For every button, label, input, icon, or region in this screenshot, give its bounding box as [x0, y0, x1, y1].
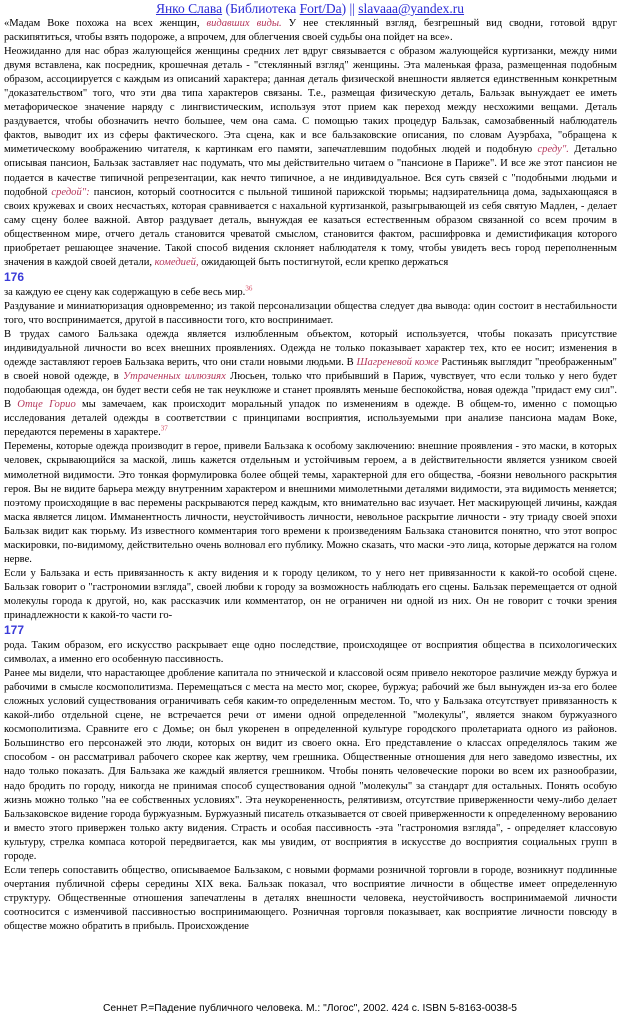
author-link[interactable]: Янко Слава [155, 1, 223, 16]
document-body [4, 17, 617, 934]
page-number-label: 176 [4, 269, 25, 284]
paragraph [4, 567, 617, 623]
text-run: Растиньяк выглядит "преображенным" в своей новой одежде, в [4, 357, 617, 383]
page-footer-citation: Сеннет Р.=Падение публичного человека. М.: "Логос", 2002. 424 с. ISBN 5-8163-0038-5 [102, 1003, 518, 1014]
italic-emphasis: Отце Горио [17, 399, 76, 411]
text-run: рода. Таким образом, его искусство раскрывает еще одно последствие, происходящее от восприятия общества в психологических символах, а именно его особенную пассивность. [4, 640, 617, 666]
fortda-link[interactable]: Fort/Da [299, 1, 342, 16]
text-run: Неожиданно для нас образ жалующейся женщины средних лет вдруг связывается с образом жалующейся куртизанки, между ними двумя вставлена, как посредник, крошечная деталь - "стеклянный взгляд" женщины. Эта маленькая фраза, размещенная подобным образом, ассоциируется с каждым из описаний характера; данная деталь физической внешности является единственным конкретным "доказательством" того, что эти два типа характеров связаны. Т.е., размещая физическую деталь, Бальзак вынуждает ее иметь метафорическое значение наряду с лингвистическим, используя этот прием как переход между несхожими вещами. Деталь раздувается, чтобы обозначить нечто большее, чем она сама. С помощью таких процедур Бальзак, самозабвенный наблюдатель фактов, выводит их из сферы фактического. Эта сцена, как и все бальзаковские описания, по словам Ауэрбаха, "обращена к миметическому воображению читателя, к картинкам его памяти, запечатлевшим подобных людей и подобную [4, 46, 617, 156]
text-run: Если теперь сопоставить общество, описываемое Бальзаком, с новыми формами розничной торговли в городе, возникнут подлинные очертания публичной сферы середины XIX века. Бальзак показал, что восприятие личности в обществе имеет определенную структуру. Общественные отношения запечатлены в деталях внешности человека, неустойчивость воспринимаемой личности соотносится с изменчивой пассивностью воспринимающего. Розничная торговля показывает, как восприятие личности повсюду в обществе можно обратить в прибыль. Происхождение [4, 864, 617, 932]
text-run: Люсьен, только что прибывший в Париж, чувствует, что если только у него будет подобающая одежда, он будет вести себя не так неуклюже и станет проявлять меньше беспокойства, новая одежда "придаст ему сил". В [4, 371, 618, 411]
italic-emphasis: средой": [51, 186, 90, 198]
text-run: пансион, который соотносится с пыльной тишиной парижской тюрьмы; надзирательница дома, задыхающаяся в своих кружевах и своих несчастьях, которая сравнивается с нахальной куртизанкой, разыгрывающей из себя святую Мадлен, - делает саму сцену более важной. Автор раздувает деталь, вынуждая ее казаться естественным образом связанной со всем прочим в общественном мире, отчего деталь становится чреватой смыслом, становится фактом, расшифровка и демистификация которого приобретает решающее значение. Такой способ видения склоняет наблюдателя к тому, чтобы увидеть весь город переполненным значения в каждой своей детали, [4, 186, 617, 268]
library-label-open: (Библиотека [222, 1, 300, 16]
library-label-close: ) || [341, 1, 359, 16]
text-run: ожидающей быть постигнутой, если крепко держаться [198, 256, 449, 268]
text-run: Раздувание и миниатюризация одновременно; из такой персонализации общества следует два вывода: один состоит в нестабильности того, что воспринимается, другой в пассивности того, кто воспринимает. [4, 300, 617, 326]
italic-emphasis: комедией, [154, 256, 199, 268]
text-run: Ранее мы видели, что нарастающее дробление капитала по этнической и классовой осям привело некоторое различие между буржуа и рабочими в смысле космополитизма. Перемещаться с места на место мог, скорее, буржуа; рабочий же был вынужден из-за его более сложных условий существования ограничивать себя каким-то определенным местом. То, что у Бальзака отсутствует привязанность к какой-либо отдельной сцене, не встречается речи от имени одной определенной "молекулы", является знаком буржуазного космополитизма. Сравните его с Домье; он был укоренен в определенной культуре городского пролетариата одного из районов. Большинство его персонажей это люди, которых он видит из своего окна. Его представление о классах определялось таким же способом - он рассматривал рабочего скорее как жертву, чем грешника. Общественные отношения для него заведомо известны, их надо только показать. Для Бальзака же каждый является грешником. Чтобы понять человеческие пороки во всем их разнообразии, надо бродить по городу, никогда не принимая способ существования одной "молекулы" за стандарт для остальных. Понять особую жизнь можно только "на ее собственных условиях". Эта неукорененность, релятивизм, отсутствие приверженности чему-либо делает Бальзаковское видение города буржуазным. Буржуазный писатель отказывается от своей приверженности к определенному верованию и вместо этого привержен только акту видения. Страсть и особая пассивность -эта "гастрономия взгляда", - определяет классовую культуру, стрелка компаса которой передвигается, как мы увидим, от восприятия в искусстве до восприятия социальных групп в городе. [4, 668, 617, 862]
footnote-ref: 37 [160, 424, 168, 433]
paragraph [4, 328, 617, 440]
paragraph [4, 639, 617, 667]
paragraph [4, 864, 617, 934]
text-run: Если у Бальзака и есть привязанность к акту видения и к городу целиком, то у него нет привязанности к какой-то особой сцене. Бальзак говорит о "гастрономии взгляда", своей любви к городу за возможность наблюдать его сцены. Бальзак перемещается от одной молекулы города к другой, но, как рассказчик или комментатор, он не ограничен ни одной из них. Он не говорит с точки зрения принадлежности к какой-то части го- [4, 567, 617, 621]
text-run: «Мадам Воке похожа на всех женщин, [4, 18, 207, 29]
paragraph [4, 667, 617, 864]
paragraph [4, 286, 617, 300]
paragraph [4, 17, 617, 45]
text-run: У нее стеклянный взгляд, безгрешный вид сводни, готовой вдруг раскипятиться, чтобы взять подороже, а впрочем, для облегчения своей судьбы она пойдет на все». [4, 18, 617, 44]
paragraph [4, 45, 617, 270]
page-number-label: 177 [4, 623, 25, 638]
italic-emphasis: Утраченных иллюзиях [123, 371, 226, 383]
page-number [4, 270, 617, 286]
page-header [0, 0, 620, 17]
page-number [4, 623, 617, 639]
email-link[interactable]: slavaaa@yandex.ru [358, 1, 465, 16]
text-run: мы замечаем, как происходит моральный упадок по изменениям в одежде. В общем-то, именно с помощью исследования деталей одежды в соответствии с принципами восприятия, используемыми при анализе пансиона мадам Воке, передаются перемены в характере. [4, 399, 617, 439]
text-run: Перемены, которые одежда производит в герое, привели Бальзака к особому заключению: внешние проявления - это маски, в которых человек, скрывающийся за маской, лишь кажется отдельным и устойчивым героем, а в действительности является узником своей мимолетной видимости. Это тонкая формулировка более общей темы, характерной для его общества, -боязни невольного раскрытия героя. Вы не видите барьера между внутренним характером и внешними мимолетными деталями видимости, эта видимость меняется; поэтому происходящие в вас перемены раскрываются перед каждым, кто внимательно вас изучает. Нет маскирующей личины, каждая маска является лицом. Имманентность личности, неустойчивость личности, невольное раскрытие личности - эту триаду своей эпохи Бальзак видит как тюрьму. Из известного комментария того времени к произведениям Бальзака становится понятно, что этот вопрос маскировки, по-видимому, действительно очень волновал его публику. Можно сказать, что маски -это лица, которые держатся на голом нерве. [4, 441, 617, 565]
italic-emphasis: Шагреневой коже [356, 357, 439, 369]
text-run: Детально описывая пансион, Бальзак заставляет нас подумать, что мы действительно читаем о "пансионе в Париже". И все же этот пансион не подается в качестве типичной репрезентации, как нечто типичное, а не индивидуальное. Вся суть связей с "подобными людьми и подобной [4, 144, 617, 198]
text-run: за каждую ее сцену как содержащую в себе весь мир. [4, 286, 246, 298]
italic-emphasis: видавших виды. [206, 18, 282, 29]
italic-emphasis: среду". [537, 144, 569, 156]
paragraph [4, 300, 617, 328]
paragraph [4, 440, 617, 566]
footnote-ref: 36 [245, 284, 253, 293]
text-run: В трудах самого Бальзака одежда является излюбленным объектом, который используется, чтобы показать присутствие индивидуальной личности во всех внешних проявлениях. Одежда не только показывает характер тех, кто ее носит; изменения в одежде заставляют героев Бальзака верить, что они стали новыми людьми. В [4, 329, 617, 369]
